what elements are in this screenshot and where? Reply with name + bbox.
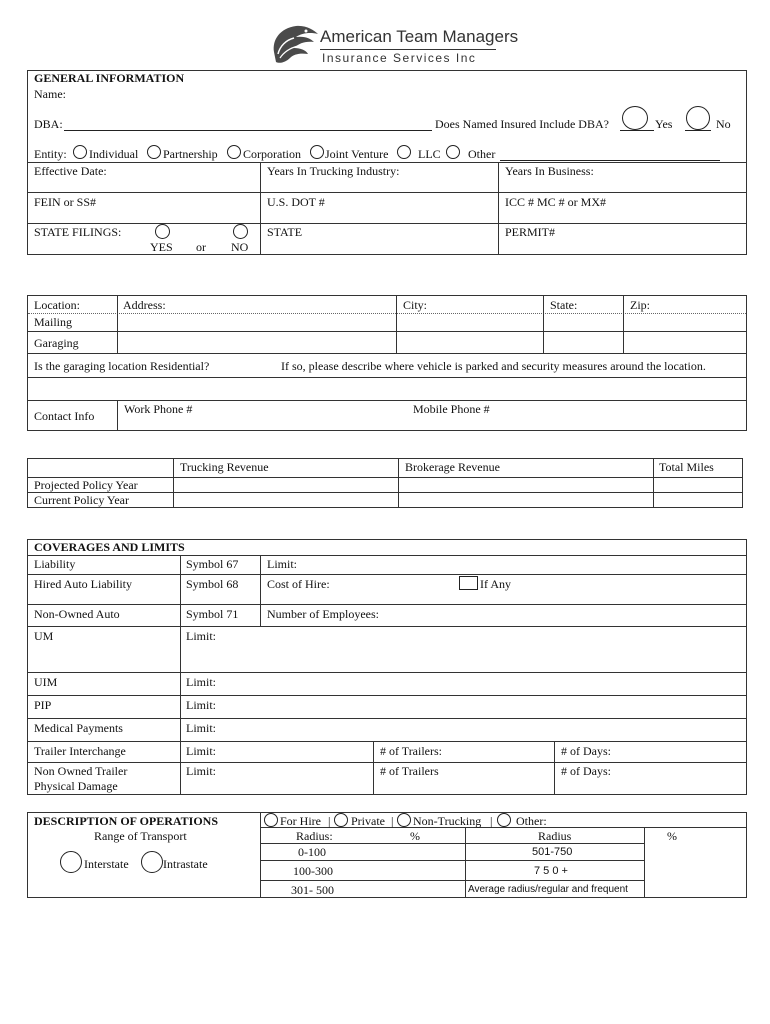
- icc-label: ICC # MC # or MX#: [505, 195, 607, 209]
- non-owned-trailer-limit-label: Limit:: [186, 764, 216, 778]
- liability-label: Liability: [34, 557, 76, 571]
- radius-header-1: Radius:: [296, 829, 333, 843]
- entity-label: Entity:: [34, 147, 67, 161]
- if-any-label: If Any: [480, 577, 511, 591]
- dba-no-radio[interactable]: [686, 106, 710, 130]
- usdot-label: U.S. DOT #: [267, 195, 325, 209]
- percent-header-2: %: [667, 829, 677, 843]
- for-hire-label: For Hire: [280, 814, 321, 828]
- mobile-phone-label: Mobile Phone #: [413, 402, 490, 416]
- liability-limit-label: Limit:: [267, 557, 297, 571]
- dba-yes-label: Yes: [655, 117, 673, 131]
- trailer-limit-label: Limit:: [186, 744, 216, 758]
- dba-no-label: No: [716, 117, 731, 131]
- fein-label: FEIN or SS#: [34, 195, 97, 209]
- entity-corporation-label: Corporation: [243, 147, 301, 161]
- dba-field[interactable]: [64, 130, 432, 131]
- state-filings-no-radio[interactable]: [233, 224, 248, 239]
- logo: [268, 22, 519, 68]
- mailing-label: Mailing: [34, 315, 72, 329]
- entity-other-field[interactable]: [500, 160, 720, 161]
- contact-info-label: Contact Info: [34, 409, 95, 423]
- state-header-label: State:: [550, 298, 578, 312]
- coverages-header: COVERAGES AND LIMITS: [34, 540, 185, 554]
- um-label: UM: [34, 629, 54, 643]
- number-of-employees-label: Number of Employees:: [267, 607, 379, 621]
- pip-label: PIP: [34, 698, 52, 712]
- entity-joint-venture-radio[interactable]: [310, 145, 324, 159]
- current-policy-year-label: Current Policy Year: [34, 493, 129, 507]
- other-operations-radio[interactable]: [497, 813, 511, 827]
- work-phone-label: Work Phone #: [124, 402, 193, 416]
- radius-750-plus: 7 5 0 +: [534, 865, 568, 877]
- years-business-label: Years In Business:: [505, 164, 594, 178]
- projected-policy-year-label: Projected Policy Year: [34, 478, 138, 492]
- years-trucking-label: Years In Trucking Industry:: [267, 164, 400, 178]
- location-label: Location:: [34, 298, 80, 312]
- garaging-label: Garaging: [34, 336, 79, 350]
- uim-label: UIM: [34, 675, 58, 689]
- state-filings-label: STATE FILINGS:: [34, 225, 122, 239]
- operations-header: DESCRIPTION OF OPERATIONS: [34, 814, 219, 828]
- uim-limit-label: Limit:: [186, 675, 216, 689]
- entity-llc-radio[interactable]: [397, 145, 411, 159]
- separator: |: [490, 814, 493, 828]
- radius-501-750: 501-750: [532, 846, 573, 858]
- private-label: Private: [351, 814, 385, 828]
- entity-joint-venture-label: Joint Venture: [325, 147, 389, 161]
- interstate-radio[interactable]: [60, 851, 82, 873]
- total-miles-header: Total Miles: [659, 460, 714, 474]
- private-radio[interactable]: [334, 813, 348, 827]
- entity-other-radio[interactable]: [446, 145, 460, 159]
- non-owned-trailer-label: Non Owned Trailer: [34, 764, 128, 778]
- medical-payments-label: Medical Payments: [34, 721, 123, 735]
- entity-partnership-label: Partnership: [163, 147, 218, 161]
- radius-301-500: 301- 500: [291, 883, 334, 897]
- state-filings-no-label: NO: [231, 240, 249, 254]
- interstate-label: Interstate: [84, 857, 129, 871]
- um-limit-label: Limit:: [186, 629, 216, 643]
- trailer-count-label: # of Trailers:: [380, 744, 443, 758]
- hired-auto-label: Hired Auto Liability: [34, 577, 132, 591]
- effective-date-label: Effective Date:: [34, 164, 107, 178]
- pip-limit-label: Limit:: [186, 698, 216, 712]
- trailer-interchange-label: Trailer Interchange: [34, 744, 126, 758]
- cost-of-hire-label: Cost of Hire:: [267, 577, 330, 591]
- zip-label: Zip:: [630, 298, 650, 312]
- physical-damage-label: Physical Damage: [34, 779, 118, 793]
- entity-other-label: Other: [468, 147, 496, 161]
- radius-0-100: 0-100: [298, 845, 326, 859]
- medical-limit-label: Limit:: [186, 721, 216, 735]
- company-subtitle: Insurance Services Inc: [322, 51, 477, 65]
- non-trucking-label: Non-Trucking: [413, 814, 482, 828]
- eagle-icon: [268, 22, 320, 68]
- non-owned-trailer-days-label: # of Days:: [561, 764, 611, 778]
- separator: |: [391, 814, 394, 828]
- dba-question: Does Named Insured Include DBA?: [435, 117, 609, 131]
- symbol-71-label: Symbol 71: [186, 607, 239, 621]
- name-label: Name:: [34, 87, 66, 101]
- trucking-revenue-header: Trucking Revenue: [180, 460, 269, 474]
- entity-individual-label: Individual: [89, 147, 139, 161]
- entity-individual-radio[interactable]: [73, 145, 87, 159]
- general-information-header: GENERAL INFORMATION: [34, 71, 185, 85]
- if-any-checkbox[interactable]: [459, 576, 478, 590]
- non-owned-trailer-count-label: # of Trailers: [380, 764, 439, 778]
- non-owned-auto-label: Non-Owned Auto: [34, 607, 120, 621]
- city-label: City:: [403, 298, 428, 312]
- symbol-67-label: Symbol 67: [186, 557, 239, 571]
- state-filings-yes-radio[interactable]: [155, 224, 170, 239]
- state-label: STATE: [267, 225, 303, 239]
- dba-yes-radio[interactable]: [622, 106, 648, 130]
- average-radius-label: Average radius/regular and frequent: [468, 884, 628, 895]
- company-name: American Team Managers: [320, 27, 519, 46]
- intrastate-label: Intrastate: [163, 857, 208, 871]
- entity-corporation-radio[interactable]: [227, 145, 241, 159]
- radius-header-2: Radius: [538, 829, 572, 843]
- residential-question: Is the garaging location Residential?: [34, 359, 210, 373]
- brokerage-revenue-header: Brokerage Revenue: [405, 460, 500, 474]
- trailer-days-label: # of Days:: [561, 744, 611, 758]
- describe-location-label: If so, please describe where vehicle is parked and security measures around the location.: [281, 359, 706, 373]
- for-hire-radio[interactable]: [264, 813, 278, 827]
- other-operations-label: Other:: [516, 814, 547, 828]
- radius-100-300: 100-300: [293, 864, 333, 878]
- range-of-transport-label: Range of Transport: [94, 829, 187, 843]
- entity-llc-label: LLC: [418, 147, 441, 161]
- intrastate-radio[interactable]: [141, 851, 163, 873]
- non-trucking-radio[interactable]: [397, 813, 411, 827]
- address-label: Address:: [123, 298, 166, 312]
- state-filings-or-label: or: [196, 240, 206, 254]
- permit-label: PERMIT#: [505, 225, 556, 239]
- entity-partnership-radio[interactable]: [147, 145, 161, 159]
- dba-label: DBA:: [34, 117, 63, 131]
- state-filings-yes-label: YES: [150, 240, 173, 254]
- percent-header-1: %: [410, 829, 420, 843]
- separator: |: [328, 814, 331, 828]
- symbol-68-label: Symbol 68: [186, 577, 239, 591]
